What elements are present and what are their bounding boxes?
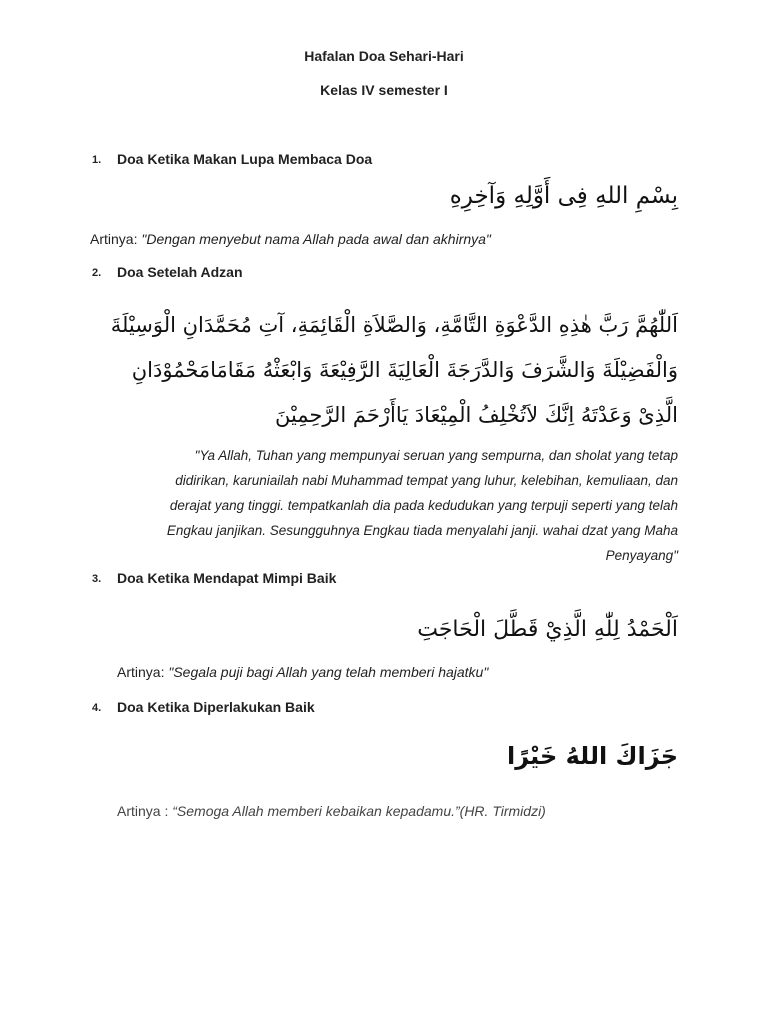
translation-line: "Ya Allah, Tuhan yang mempunyai seruan yang sempurna, dan sholat yang tetap — [194, 448, 678, 463]
translation-label: Artinya: — [117, 664, 169, 680]
section-heading-4 — [92, 699, 315, 715]
translation-3 — [117, 664, 488, 680]
translation-label: Artinya : — [117, 803, 173, 819]
section-heading-3 — [92, 570, 336, 586]
translation-line: Engkau janjikan. Sesungguhnya Engkau tiada menyalahi janji. wahai dzat yang Maha — [166, 523, 678, 538]
translation-1 — [90, 231, 491, 247]
section-title: Doa Ketika Mendapat Mimpi Baik — [117, 570, 337, 586]
arabic-prayer-4: جَزَاكَ اللهُ خَيْرًا — [507, 742, 678, 770]
section-title: Doa Ketika Makan Lupa Membaca Doa — [117, 151, 373, 167]
section-title: Doa Ketika Diperlakukan Baik — [117, 699, 315, 715]
translation-line: didirikan, karuniailah nabi Muhammad tempat yang luhur, kelebihan, kemuliaan, dan — [175, 473, 678, 488]
section-heading-1 — [92, 151, 372, 167]
section-number: 1. — [92, 154, 102, 166]
arabic-line: وَالْفَضِيْلَةَ وَالشَّرَفَ وَالدَّرَجَةَ الْعَالِيَةَ الرَّفِيْعَةَ وَابْعَثْهُ مَقَامَامَحْمُوْدَانِ — [131, 358, 678, 382]
section-title: Doa Setelah Adzan — [117, 264, 243, 280]
document-subtitle: Kelas IV semester I — [320, 82, 448, 98]
translation-text: "Dengan menyebut nama Allah pada awal dan akhirnya" — [141, 231, 491, 247]
translation-2 — [100, 443, 678, 568]
section-number: 4. — [92, 702, 102, 714]
section-number: 3. — [92, 573, 102, 585]
translation-line: derajat yang tinggi. tempatkanlah dia pada kedudukan yang terpuji seperti yang telah — [169, 498, 678, 513]
translation-label: Artinya: — [90, 231, 142, 247]
arabic-prayer-1: بِسْمِ اللهِ فِى أَوَّلِهِ وَآخِرِهِ — [449, 183, 678, 209]
translation-text: “Semoga Allah memberi kebaikan kepadamu.”(HR. Tirmidzi) — [172, 803, 546, 819]
translation-line: Penyayang" — [605, 548, 678, 563]
section-number: 2. — [92, 267, 102, 279]
arabic-line: اَللّٰهُمَّ رَبَّ هٰذِهِ الدَّعْوَةِ التَّامَّةِ، وَالصَّلاَةِ الْقَائِمَةِ، آتِ مُحَمَّدَانِ الْوَسِيْلَةَ — [110, 313, 678, 337]
arabic-prayer-2 — [112, 303, 678, 438]
translation-text: "Segala puji bagi Allah yang telah memberi hajatku" — [168, 664, 489, 680]
arabic-line: الَّذِىْ وَعَدْتَهُ اِنَّكَ لاَتُخْلِفُ الْمِيْعَادَ يَاأَرْحَمَ الرَّحِمِيْنَ — [274, 403, 678, 427]
translation-4 — [117, 803, 546, 819]
arabic-prayer-3: اَلْحَمْدُ لِلّٰهِ الَّذِيْ قَطَّلَ الْحَاجَتِ — [417, 617, 678, 642]
section-heading-2 — [92, 264, 243, 280]
document-title: Hafalan Doa Sehari-Hari — [304, 48, 464, 64]
